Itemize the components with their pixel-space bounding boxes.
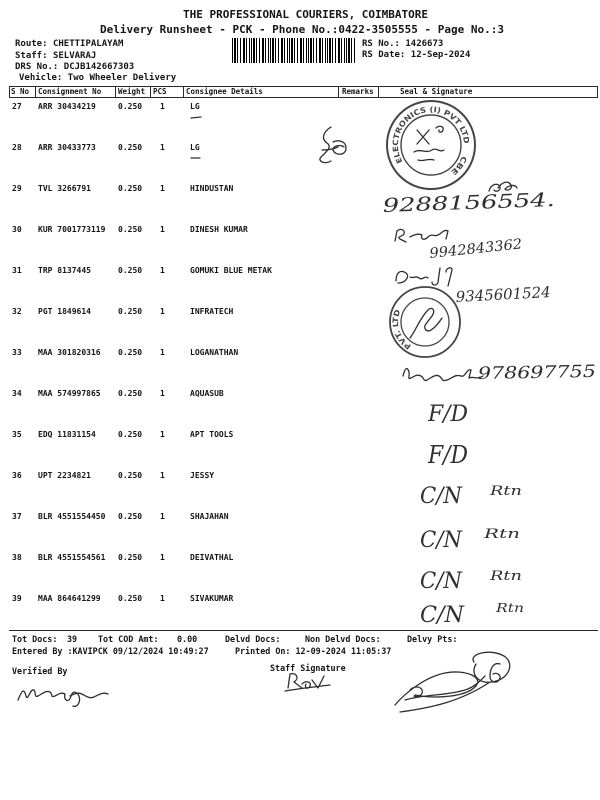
cell-pcs: 1 (160, 348, 165, 357)
tot-cod-value: 0.00 (177, 634, 198, 644)
non-delvd-docs-label: Non Delvd Docs: (305, 634, 381, 644)
cell-consignee: LOGANATHAN (190, 348, 239, 357)
staff-line (15, 51, 96, 61)
rs-date-value: 12-Sep-2024 (410, 50, 471, 60)
route-value: CHETTIPALAYAM (52, 39, 124, 49)
cell-weight: 0.250 (118, 512, 143, 521)
cell-pcs: 1 (160, 102, 165, 111)
printed-on: Printed On: 12-09-2024 11:05:37 (235, 646, 392, 656)
receiver-signature (395, 652, 510, 712)
handwritten-note: C/N (420, 484, 463, 509)
verified-by-label: Verified By (12, 666, 68, 676)
rs-no-value: 1426673 (405, 39, 444, 49)
staff-value: SELVARAJ (52, 51, 97, 61)
cell-pcs: 1 (160, 512, 165, 521)
rs-no-label: RS No.: (362, 39, 400, 49)
column-header-seal-signature: Seal & Signature (400, 87, 473, 96)
cell-weight: 0.250 (118, 553, 143, 562)
cell-weight: 0.250 (118, 594, 143, 603)
cell-pcs: 1 (160, 184, 165, 193)
cell-consignment-no: KUR 7001773119 (38, 225, 106, 234)
delvd-docs-label: Delvd Docs: (225, 634, 281, 644)
handwritten-phone: 9288156554. (382, 190, 511, 217)
cell-pcs: 1 (160, 594, 165, 603)
staff-signature (285, 674, 330, 691)
cell-consignee: DINESH KUMAR (190, 225, 248, 234)
cell-pcs: 1 (160, 143, 165, 152)
column-divider (35, 86, 36, 98)
table-row (0, 429, 600, 470)
table-row (0, 183, 600, 224)
cell-sno: 39 (12, 594, 22, 603)
cell-consignee: HINDUSTAN (190, 184, 234, 193)
table-row (0, 388, 600, 429)
cell-weight: 0.250 (118, 143, 143, 152)
cell-consignee: LG (190, 143, 200, 152)
cell-sno: 38 (12, 553, 22, 562)
table-bottom-rule (9, 630, 598, 631)
table-row (0, 470, 600, 511)
verified-by-signature (18, 690, 108, 707)
table-row (0, 142, 600, 183)
stamp-ring-text: ELECTRONICS (I) PVT LTD (390, 104, 471, 166)
vehicle-value: Two Wheeler Delivery (67, 73, 177, 83)
column-header-pcs: PCS (153, 87, 167, 96)
handwritten-note: C/N (420, 569, 463, 594)
cell-weight: 0.250 (118, 389, 143, 398)
table-row (0, 224, 600, 265)
drs-label: DRS No.: (15, 62, 59, 72)
cell-pcs: 1 (160, 225, 165, 234)
entered-by: Entered By :KAVIPCK 09/12/2024 10:49:27 (12, 646, 209, 656)
vehicle-label: Vehicle: (19, 73, 63, 83)
cell-weight: 0.250 (118, 307, 143, 316)
cell-weight: 0.250 (118, 348, 143, 357)
cell-consignment-no: MAA 574997865 (38, 389, 101, 398)
column-divider (378, 86, 379, 98)
handwritten-note: F/D (427, 441, 468, 469)
tot-docs-value: 39 (67, 634, 78, 644)
column-header-remarks: Remarks (342, 87, 374, 96)
barcode (232, 38, 355, 63)
handwritten-note: Rtn (488, 569, 522, 584)
cell-pcs: 1 (160, 389, 165, 398)
cell-sno: 29 (12, 184, 22, 193)
column-divider (338, 86, 339, 98)
route-label: Route: (15, 39, 48, 49)
cell-consignment-no: TRP 8137445 (38, 266, 91, 275)
table-row (0, 306, 600, 347)
delvy-pts-label: Delvy Pts: (407, 634, 458, 644)
handwritten-phone: 9942843362 (428, 236, 520, 262)
drs-value: DCJB142667303 (63, 62, 135, 72)
table-row (0, 593, 600, 634)
cell-consignment-no: MAA 864641299 (38, 594, 101, 603)
handwritten-note: Rtn (488, 484, 522, 499)
cell-consignee: LG (190, 102, 200, 111)
column-header-sno: S No (11, 87, 30, 96)
stamp-bottom-text: CBE (450, 154, 469, 177)
cell-consignee: DEIVATHAL (190, 553, 234, 562)
cell-weight: 0.250 (118, 266, 143, 275)
cell-sno: 27 (12, 102, 22, 111)
staff-label: Staff: (15, 51, 48, 61)
staff-signature-label: Staff Signature (270, 663, 346, 673)
handwritten-phone: 978697755 (477, 362, 576, 384)
receiver-signature-mark (490, 664, 500, 682)
cell-pcs: 1 (160, 553, 165, 562)
cell-consignee: APT TOOLS (190, 430, 234, 439)
cell-consignment-no: UPT 2234821 (38, 471, 91, 480)
cell-consignee: SIVAKUMAR (190, 594, 234, 603)
cell-sno: 35 (12, 430, 22, 439)
handwritten-phone: 9345601524 (455, 283, 552, 306)
cell-consignee: SHAJAHAN (190, 512, 229, 521)
route-line (15, 39, 123, 49)
table-row (0, 552, 600, 593)
stamp-ring-text: PVT. LTD (390, 309, 413, 352)
handwritten-note: Rtn (494, 601, 524, 615)
cell-consignment-no: PGT 1849614 (38, 307, 91, 316)
vehicle-line (19, 73, 176, 83)
column-divider (150, 86, 151, 98)
cell-consignment-no: ARR 30433773 (38, 143, 96, 152)
cell-weight: 0.250 (118, 184, 143, 193)
cell-consignment-no: MAA 301820316 (38, 348, 101, 357)
tot-cod-label: Tot COD Amt: (98, 634, 159, 644)
cell-consignment-no: BLR 4551554561 (38, 553, 106, 562)
handwritten-note: Rtn (482, 527, 520, 542)
cell-consignee: JESSY (190, 471, 215, 480)
handwritten-note: F/D (427, 402, 469, 427)
cell-pcs: 1 (160, 266, 165, 275)
column-divider (183, 86, 184, 98)
table-row (0, 347, 600, 388)
table-row (0, 511, 600, 552)
page-title: THE PROFESSIONAL COURIERS, COIMBATORE (183, 8, 429, 21)
cell-consignment-no: EDQ 11831154 (38, 430, 96, 439)
cell-consignment-no: BLR 4551554450 (38, 512, 106, 521)
column-divider (115, 86, 116, 98)
table-row (0, 265, 600, 306)
cell-sno: 30 (12, 225, 22, 234)
cell-consignment-no: TVL 3266791 (38, 184, 91, 193)
cell-consignee: AQUASUB (190, 389, 224, 398)
rs-date-label: RS Date: (362, 50, 406, 60)
cell-pcs: 1 (160, 471, 165, 480)
cell-sno: 34 (12, 389, 22, 398)
cell-sno: 28 (12, 143, 22, 152)
column-header-consignee-details: Consignee Details (186, 87, 263, 96)
page-subtitle: Delivery Runsheet - PCK - Phone No.:0422-3505555 - Page No.:3 (100, 23, 504, 36)
cell-consignee: GOMUKI BLUE METAK (190, 266, 272, 275)
drs-line (15, 62, 134, 72)
cell-pcs: 1 (160, 307, 165, 316)
cell-pcs: 1 (160, 430, 165, 439)
table-row (0, 101, 600, 142)
cell-weight: 0.250 (118, 102, 143, 111)
tot-docs-label: Tot Docs: (12, 634, 58, 644)
column-header-weight: Weight (118, 87, 146, 96)
cell-sno: 32 (12, 307, 22, 316)
cell-consignment-no: ARR 30434219 (38, 102, 96, 111)
cell-weight: 0.250 (118, 225, 143, 234)
cell-sno: 36 (12, 471, 22, 480)
cell-sno: 37 (12, 512, 22, 521)
cell-consignee: INFRATECH (190, 307, 234, 316)
handwritten-note: C/N (420, 528, 463, 553)
cell-weight: 0.250 (118, 430, 143, 439)
rs-no-line (362, 39, 443, 49)
cell-sno: 31 (12, 266, 22, 275)
cell-sno: 33 (12, 348, 22, 357)
cell-weight: 0.250 (118, 471, 143, 480)
column-header-consignment-no: Consignment No (38, 87, 102, 96)
handwritten-note: C/N (420, 603, 465, 628)
rs-date-line (362, 50, 470, 60)
